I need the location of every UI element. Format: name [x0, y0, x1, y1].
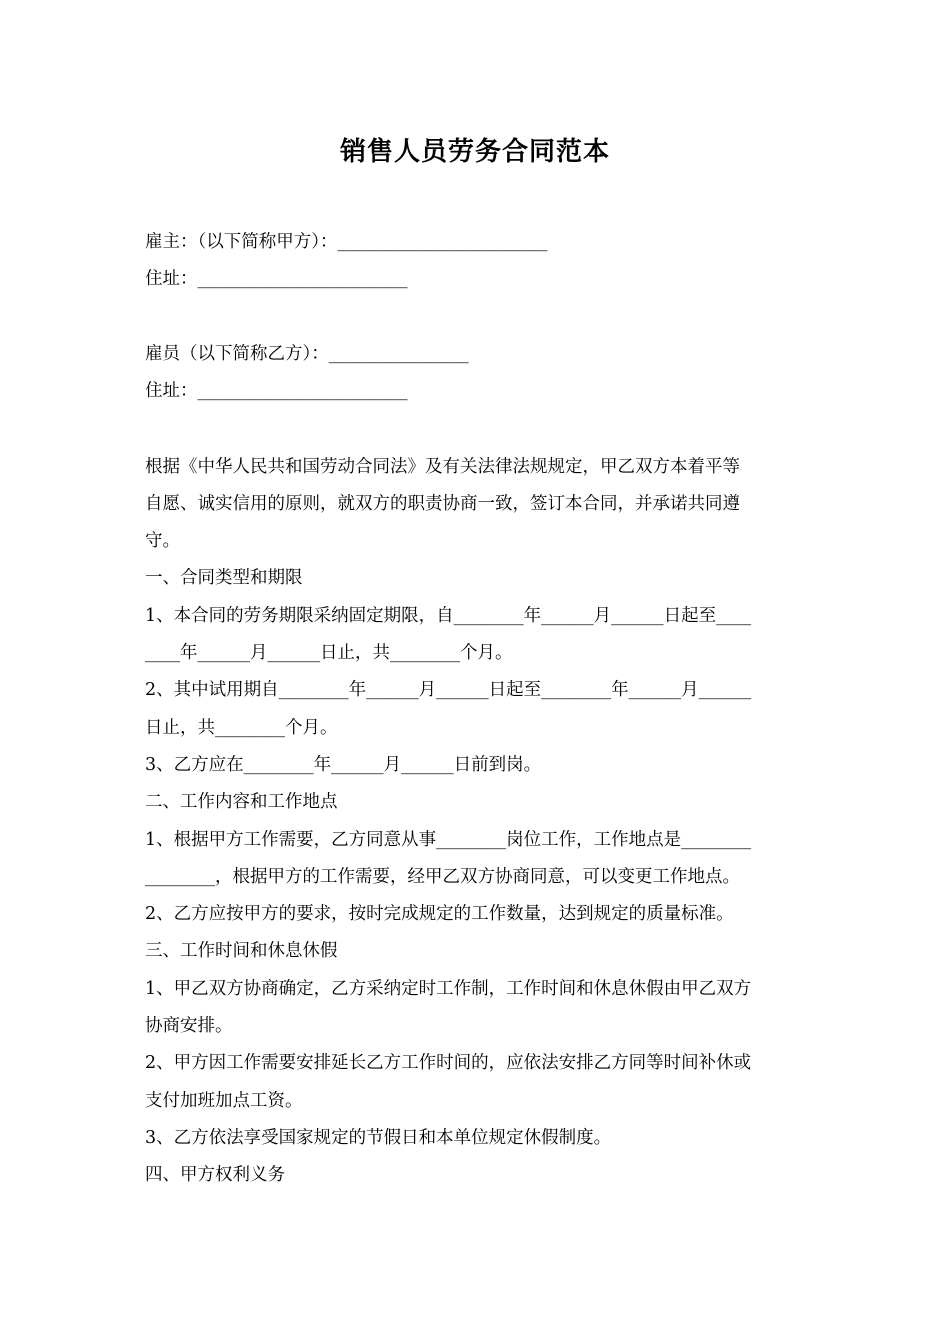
clause-line: 2、其中试用期自________年______月______日起至________年______月______	[145, 680, 752, 700]
section-heading: 四、甲方权利义务	[145, 1165, 285, 1185]
clause-line: 3、乙方应在________年______月______日前到岗。	[145, 755, 542, 775]
clause-line: 1、甲乙双方协商确定，乙方采纳定时工作制，工作时间和休息休假由甲乙双方	[145, 979, 752, 999]
preamble-line: 自愿、诚实信用的原则，就双方的职责协商一致，签订本合同，并承诺共同遵	[145, 494, 740, 514]
employer-address-line: 住址：________________________	[145, 269, 408, 289]
preamble-line: 守。	[145, 531, 180, 551]
clause-line: 2、甲方因工作需要安排延长乙方工作时间的，应依法安排乙方同等时间补休或	[145, 1053, 752, 1073]
preamble-line: 根据《中华人民共和国劳动合同法》及有关法律法规规定，甲乙双方本着平等	[145, 457, 740, 477]
clause-line: 协商安排。	[145, 1016, 233, 1036]
section-heading: 二、工作内容和工作地点	[145, 792, 338, 812]
clause-line: 1、本合同的劳务期限采纳固定期限，自________年______月______日起至____	[145, 606, 752, 626]
employee-name-line: 雇员（以下简称乙方）：________________	[145, 344, 469, 364]
clause-line: 日止，共________个月。	[145, 718, 338, 738]
clause-line: ____年______月______日止，共________个月。	[145, 643, 513, 663]
clause-line: ________，根据甲方的工作需要，经甲乙双方协商同意，可以变更工作地点。	[145, 867, 740, 887]
employer-name-line: 雇主：（以下简称甲方）：________________________	[145, 232, 548, 252]
section-heading: 三、工作时间和休息休假	[145, 941, 338, 961]
clause-line: 1、根据甲方工作需要，乙方同意从事________岗位工作，工作地点是________	[145, 830, 752, 850]
document-title: 销售人员劳务合同范本	[339, 137, 610, 167]
clause-line: 3、乙方依法享受国家规定的节假日和本单位规定休假制度。	[145, 1128, 612, 1148]
section-heading: 一、合同类型和期限	[145, 568, 303, 588]
clause-line: 支付加班加点工资。	[145, 1091, 303, 1111]
employee-address-line: 住址：________________________	[145, 381, 408, 401]
clause-line: 2、乙方应按甲方的要求，按时完成规定的工作数量，达到规定的质量标准。	[145, 904, 734, 924]
